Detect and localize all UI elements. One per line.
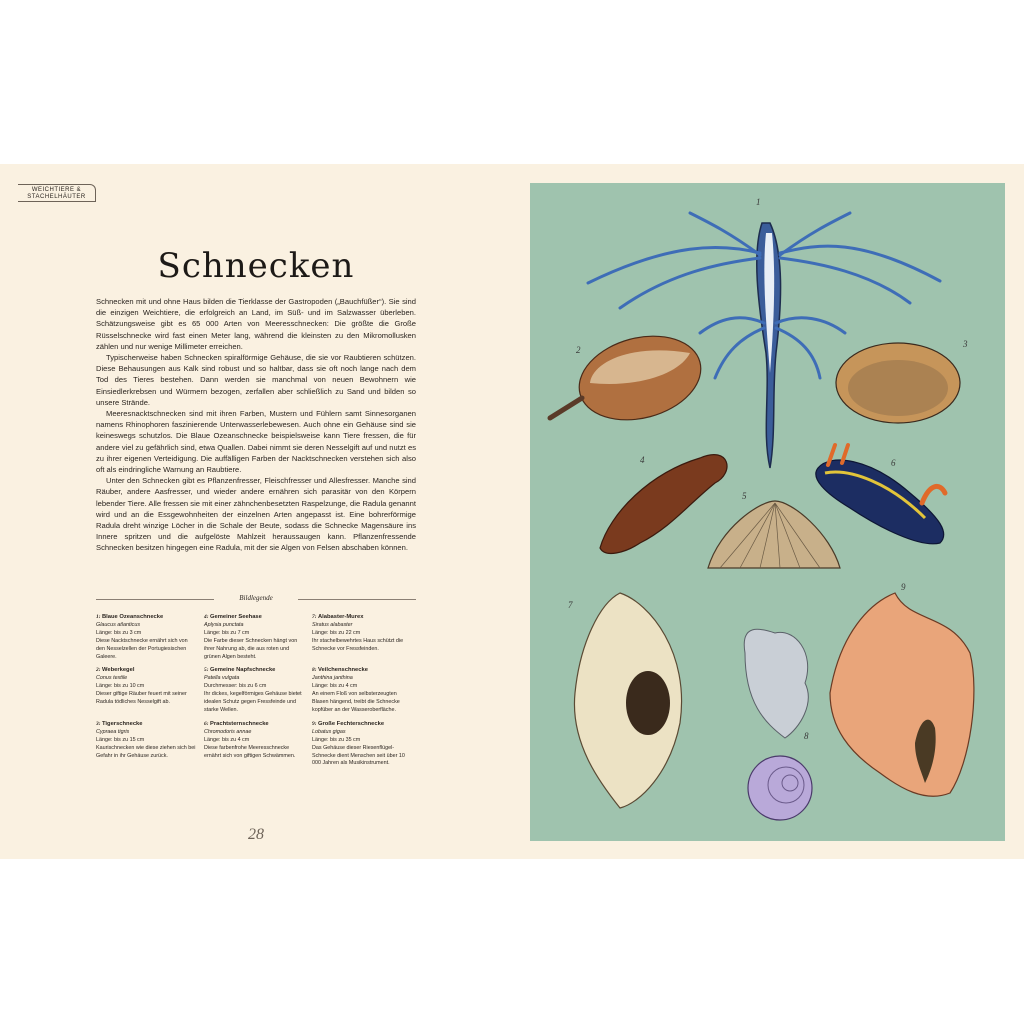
legend-num: 6: [204,720,209,727]
legend-num: 9: [312,720,317,727]
paragraph: Typischerweise haben Schnecken spiralförmige Gehäuse, die sie vor Raubtieren schützen. Diese Behausungen aus Kalk sind robust und so haltbar, dass sie oft noch lange nach dem Tod des Tieres bestehen. Dann werden sie manchmal von neuen Bewohnern wie Einsiedlerkrebsen und Würmern bezogen, zerfallen aber schließlich zu Sand und bilden so unsere Strände. [96,353,416,407]
legend-desc: Diese farbenfrohe Meeresschnecke ernährt sich von giftigen Schwämmen. [204,744,296,759]
snail-illustrations [530,183,1005,841]
cone-shell-illustration [550,323,710,432]
nudibranch-illustration [816,445,945,544]
legend-entry [204,667,312,714]
violet-snail-illustration [744,629,812,820]
plate-number: 2 [576,345,581,355]
sea-hare-illustration [600,455,727,554]
legend-size: Länge: bis zu 22 cm [312,629,361,636]
legend-desc: Ihr dickes, kegelförmiges Gehäuse bietet idealen Schutz gegen Fressfeinde und starke Wellen. [204,691,302,713]
legend-num: 8: [312,667,317,674]
legend-num: 5: [204,667,209,674]
legend-latin: Glaucus atlanticus [96,621,141,628]
legend-header [96,593,416,607]
legend-name: Gemeiner Seehase [210,614,262,620]
book-spread [0,164,1024,859]
plate-number: 1 [756,197,761,207]
legend-size: Durchmesser: bis zu 6 cm [204,683,267,690]
legend-latin: Lobatus gigas [312,728,346,735]
legend-title: Bildlegende [239,594,273,602]
limpet-illustration [708,491,840,568]
legend-name: Veilchenschnecke [318,667,368,674]
legend-latin: Cypraea tigris [96,728,130,735]
page-title: Schnecken [157,246,355,286]
legend-name: Blaue Ozeanschnecke [102,614,164,620]
divider [298,599,416,600]
legend-desc: Diese Nacktschnecke ernährt sich von den Nesselzellen der Portugiesischen Galeere. [96,637,188,660]
legend-grid [96,614,416,768]
legend-size: Länge: bis zu 4 cm [204,736,250,743]
legend-desc: Dieser giftige Räuber feuert mit seiner Radula tödliches Nesselgift ab. [96,691,187,706]
page-number: 28 [248,826,264,843]
legend-size: Länge: bis zu 15 cm [96,736,145,743]
legend-entry [204,614,312,661]
plate-number: 9 [901,582,906,592]
section-tab-line1: WEICHTIERE & [31,187,82,193]
legend-desc: Die Farbe dieser Schnecken hängt von ihrer Nahrung ab, die aus roten und grünen Algen besteht. [204,637,298,660]
legend-latin: Siratus alabaster [312,621,353,628]
legend-name: Große Fechterschnecke [318,720,385,727]
legend-size: Länge: bis zu 3 cm [96,629,142,636]
plate-number: 5 [742,491,747,501]
legend-size: Länge: bis zu 35 cm [312,736,361,743]
murex-illustration [568,593,682,808]
legend-desc: Kaurischnecken wie diese ziehen sich bei Gefahr in ihr Gehäuse zurück. [96,744,196,759]
legend-desc: Das Gehäuse dieser Riesenflügel-Schnecke dient Menschen seit über 10 000 Jahren als Musikinstrument. [312,744,405,767]
legend-size: Länge: bis zu 7 cm [204,629,250,636]
legend-latin: Chromodoris annae [204,728,252,735]
divider [96,599,214,600]
legend-entry [204,721,312,768]
legend-num: 7: [312,614,317,620]
legend-num: 3: [96,720,101,727]
legend-name: Prachtsternschnecke [210,720,269,727]
plate-number: 7 [568,600,573,610]
plate-number: 3 [963,339,968,349]
legend-desc: An einem Floß von selbsterzeugten Blasen hängend, treibt die Schnecke kopfüber an der Wasseroberfläche. [312,691,400,713]
legend-size: Länge: bis zu 10 cm [96,683,145,690]
section-tab-line2: STACHELHÄUTER [27,194,86,200]
legend-size: Länge: bis zu 4 cm [312,683,358,690]
conch-illustration [830,582,974,796]
legend-entry [96,667,204,714]
legend-entry [312,721,416,768]
legend-entry [312,667,416,714]
legend-name: Weberkegel [102,667,135,674]
plate-number: 6 [891,458,896,468]
illustration-plate [530,183,1005,841]
cowrie-illustration [836,339,968,423]
paragraph: Unter den Schnecken gibt es Pflanzenfresser, Fleischfresser und Allesfresser. Manche sind Räuber, andere Aasfresser, und wieder andere ernähren sich parasitär von den Körpern lebender Tiere. Alle fressen sie mit einer zähnchenbesetzten Raspelzunge, die Radula genannt wird und an die Essgewohnheiten der einzelnen Arten angepasst ist. Eine bohrerförmige Radula dreht winzige Löcher in die Schale der Beute, sodass die Schnecke Magensäure ins Innere spritzen und die aufgelöste Mahlzeit heraussaugen kann. Pflanzenfressende Schnecken besitzen hingegen eine Radula, mit der sie Algen von Felsen abschaben können. [96,476,416,553]
plate-number: 4 [640,455,645,465]
legend-entry [312,614,416,661]
legend-name: Alabaster-Murex [318,614,364,620]
body-text [96,296,416,554]
legend-name: Gemeine Napfschnecke [210,667,276,674]
paragraph: Schnecken mit und ohne Haus bilden die Tierklasse der Gastropoden („Bauchfüßer“). Sie sind die einzigen Weichtiere, die erfolgreich an Land, im Süß- und im Salzwasser überleben. Schätzungsweise gibt es 65 000 Arten von Meeresschnecken: Die größte die Große Rüsselschnecke wird fast einen Meter lang, während die kleinsten zu den Mikromollusken zählen und nur wenige Millimeter erreichen. [96,297,416,351]
legend-num: 2: [96,667,101,674]
section-tab [18,184,96,202]
legend-latin: Conus textile [96,675,128,682]
legend-entry [96,614,204,661]
legend-latin: Aplysia punctata [204,621,244,628]
blue-sea-slug-illustration [588,197,940,468]
legend-name: Tigerschnecke [102,720,143,727]
plate-number: 8 [804,731,809,741]
legend-latin: Patella vulgata [204,675,240,682]
legend-entry [96,721,204,768]
legend-num: 1: [96,614,101,620]
legend-latin: Janthina janthina [312,675,353,682]
legend-num: 4: [204,614,209,620]
legend-desc: Ihr stachelbewehrtes Haus schützt die Schnecke vor Fressfeinden. [312,637,404,652]
paragraph: Meeresnacktschnecken sind mit ihren Farben, Mustern und Fühlern samt Sinnesorganen namens Rhinophoren faszinierende Unterwasserlebewesen. Auch ohne ein Gehäuse sind sie keineswegs schutzlos. Die Blaue Ozeanschnecke beispielsweise kann Tiere fressen, die für andere viel zu gefährlich sind, etwa Quallen. Dabei nimmt sie deren Nesselgift auf und nutzt es zu ihrer eigenen Verteidigung. Die auffälligen Farben der Nacktschnecken verstehen sich also oft als eindringliche Warnung an Raubtiere. [96,409,416,475]
